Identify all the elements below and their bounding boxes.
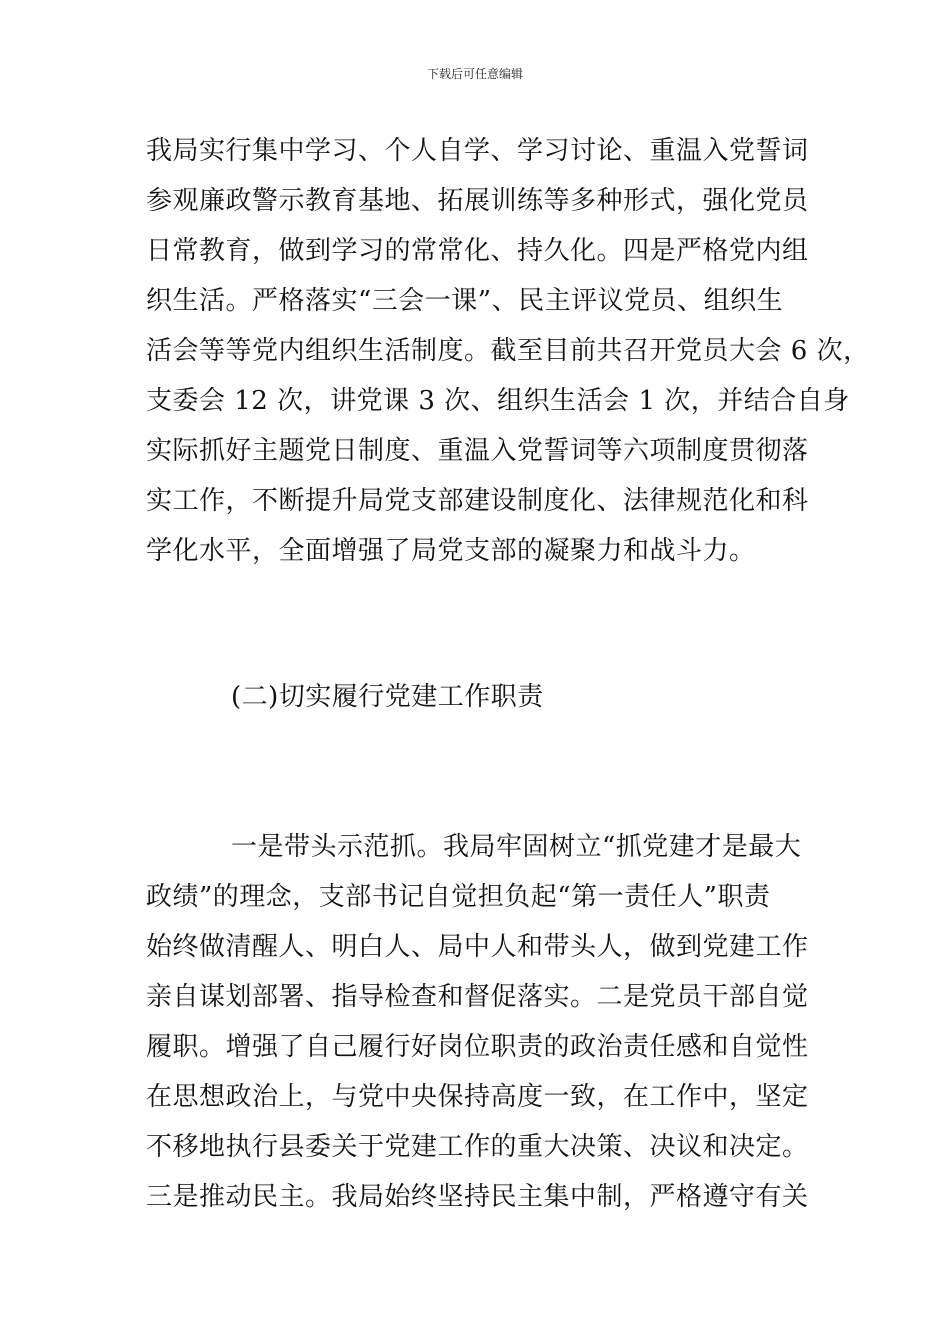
paragraph-line: 参观廉政警示教育基地、拓展训练等多种形式，强化党员 [146,186,809,216]
paragraph-line: 履职。增强了自己履行好岗位职责的政治责任感和自觉性 [146,1032,809,1062]
paragraph-line: 三是推动民主。我局始终坚持民主集中制，严格遵守有关 [146,1182,809,1212]
paragraph-line: 学化水平，全面增强了局党支部的凝聚力和战斗力。 [146,536,756,566]
paragraph-line: 实工作，不断提升局党支部建设制度化、法律规范化和科 [146,486,809,516]
paragraph-line: 我局实行集中学习、个人自学、学习讨论、重温入党誓词 [146,136,809,166]
paragraph-line: 始终做清醒人、明白人、局中人和带头人，做到党建工作 [146,932,809,962]
paragraph-line: 一是带头示范抓。我局牢固树立“抓党建才是最大 [231,832,802,862]
paragraph-line: 支委会 12 次，讲党课 3 次、组织生活会 1 次，并结合自身 [146,386,850,416]
paragraph-line: 在思想政治上，与党中央保持高度一致，在工作中，坚定 [146,1082,809,1112]
paragraph-line: 实际抓好主题党日制度、重温入党誓词等六项制度贯彻落 [146,436,809,466]
paragraph-line: 政绩”的理念，支部书记自觉担负起“第一责任人”职责 [146,882,771,912]
section-heading: (二)切实履行党建工作职责 [231,682,544,712]
paragraph-line: 亲自谋划部署、指导检查和督促落实。二是党员干部自觉 [146,982,809,1012]
page-header: 下载后可任意编辑 [426,67,523,81]
paragraph-line: 活会等等党内组织生活制度。截至目前共召开党员大会 6 次， [146,336,870,366]
paragraph-line: 织生活。严格落实“三会一课”、民主评议党员、组织生 [146,286,784,316]
paragraph-line: 日常教育，做到学习的常常化、持久化。四是严格党内组 [146,236,809,266]
paragraph-line: 不移地执行县委关于党建工作的重大决策、决议和决定。 [146,1132,809,1162]
